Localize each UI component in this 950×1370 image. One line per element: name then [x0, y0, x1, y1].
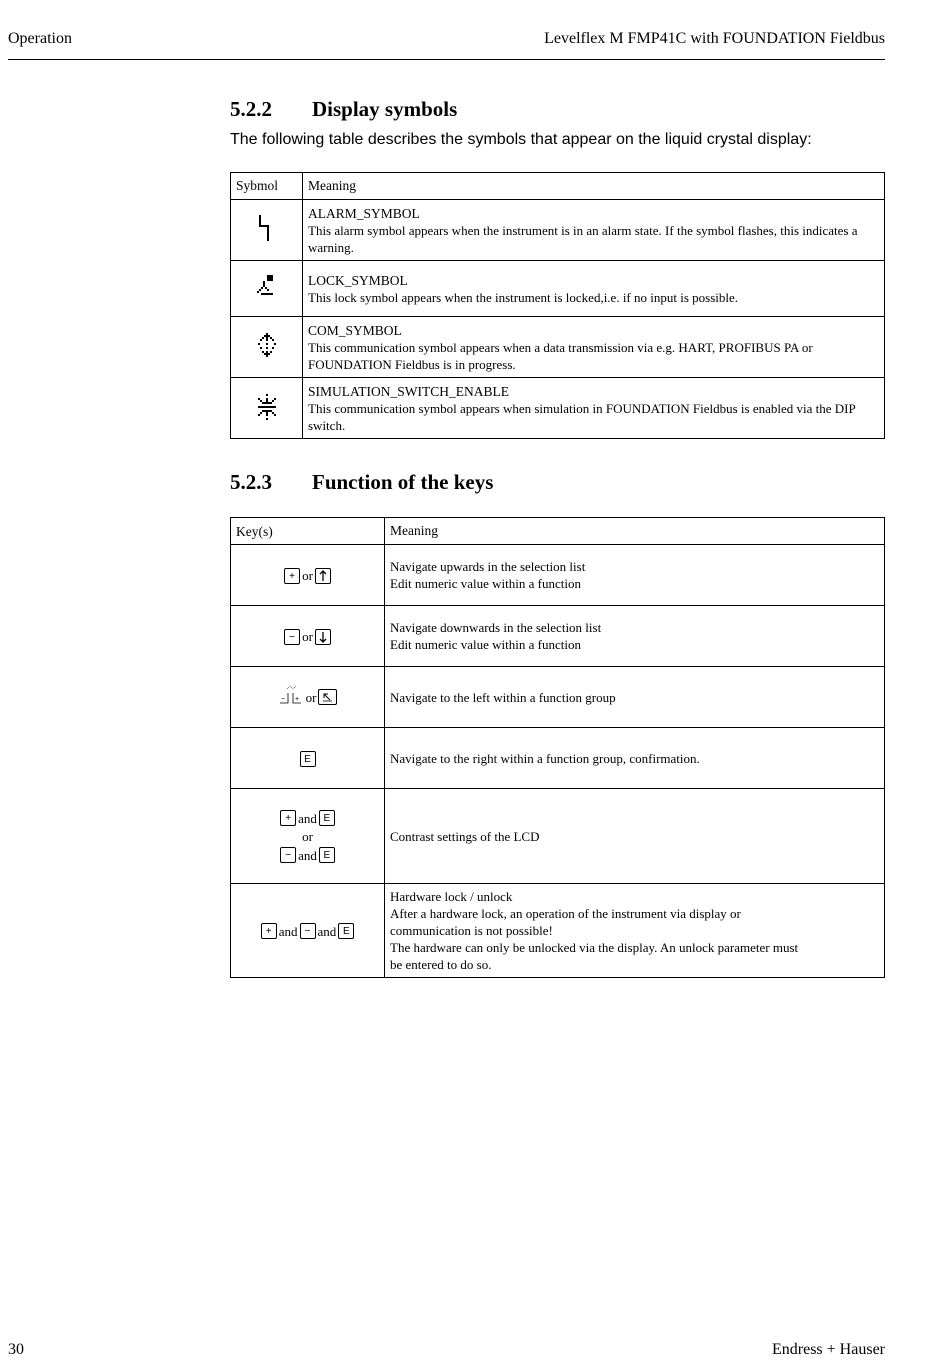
escape-key-icon [318, 689, 337, 705]
simulation-switch-icon [258, 394, 276, 422]
arrow-down-key-icon [315, 629, 331, 645]
table-header-row [231, 173, 885, 200]
minus-key-icon: − [280, 847, 296, 863]
e-key-icon: E [300, 751, 316, 767]
arrow-up-key-icon [315, 568, 331, 584]
symbol-meaning-cell [303, 378, 885, 439]
symbol-description: This lock symbol appears when the instrument is locked,i.e. if no input is possible. [308, 289, 739, 305]
symbol-meaning-cell [303, 200, 885, 261]
keys-cell [231, 545, 385, 606]
symbol-description: This alarm symbol appears when the instrument is in an alarm state. If the symbol flashes, this indicates a warning. [308, 222, 858, 255]
svg-text:+: + [294, 696, 299, 703]
table-row [231, 317, 885, 378]
symbol-cell [231, 200, 303, 261]
keys-cell [231, 667, 385, 728]
key-meaning-line: After a hardware lock, an operation of the instrument via display or [390, 906, 741, 921]
e-key-icon: E [319, 847, 335, 863]
symbol-cell [231, 317, 303, 378]
minus-key-icon: − [284, 629, 300, 645]
symbol-meaning-cell [303, 261, 885, 317]
table-row [231, 200, 885, 261]
page-number: 30 [8, 1341, 24, 1358]
keys-cell [231, 789, 385, 884]
table-row [231, 789, 885, 884]
key-meaning-line: Navigate upwards in the selection list [390, 559, 586, 574]
and-text: and [278, 923, 298, 939]
or-text: or [302, 629, 313, 645]
key-meaning-line: The hardware can only be unlocked via the display. An unlock parameter must [390, 940, 799, 955]
key-meaning-line: Navigate to the right within a function group, confirmation. [390, 750, 700, 766]
function-of-keys-table [230, 517, 885, 978]
plus-key-icon: + [284, 568, 300, 584]
display-symbols-table [230, 172, 885, 439]
table-header-row [231, 518, 885, 545]
and-text: and [317, 923, 337, 939]
col-header-meaning: Meaning [303, 173, 885, 200]
or-text: or [302, 829, 313, 845]
key-meaning-cell [385, 606, 885, 667]
minus-plus-simultaneous-icon [278, 685, 304, 709]
key-meaning-line: communication is not possible! [390, 923, 553, 938]
header-rule [8, 59, 885, 60]
section-heading-display-symbols: 5.2.2 Display symbols [230, 97, 458, 121]
svg-text:−: − [280, 696, 285, 703]
symbol-name: SIMULATION_SWITCH_ENABLE [308, 383, 509, 399]
plus-key-icon: + [280, 810, 296, 826]
col-header-symbol: Sybmol [231, 173, 303, 200]
key-meaning-line: Contrast settings of the LCD [390, 828, 540, 844]
or-text: or [305, 689, 317, 705]
or-text: or [302, 568, 313, 584]
table-row [231, 378, 885, 439]
col-header-keys: Key(s) [231, 518, 385, 545]
key-meaning-cell [385, 728, 885, 789]
symbol-description: This communication symbol appears when a data transmission via e.g. HART, PROFIBUS PA or FOUNDATION Fieldbus is in progress. [308, 339, 813, 372]
alarm-symbol-icon [259, 215, 275, 245]
header-document-title: Levelflex M FMP41C with FOUNDATION Fieldbus [544, 30, 885, 47]
plus-key-icon: + [261, 923, 277, 939]
key-meaning-line: Navigate to the left within a function group [390, 689, 616, 705]
key-meaning-cell [385, 667, 885, 728]
section-heading-function-of-keys: 5.2.3 Function of the keys [230, 470, 494, 494]
symbol-meaning-cell [303, 317, 885, 378]
minus-key-icon: − [300, 923, 316, 939]
header-section-title: Operation [8, 30, 72, 47]
key-meaning-cell [385, 884, 885, 978]
table-row [231, 606, 885, 667]
key-meaning-cell [385, 789, 885, 884]
key-meaning-line: Hardware lock / unlock [390, 889, 513, 904]
table-row [231, 261, 885, 317]
and-text: and [298, 847, 317, 863]
com-symbol-icon [258, 333, 276, 361]
e-key-icon: E [319, 810, 335, 826]
keys-cell [231, 884, 385, 978]
col-header-meaning: Meaning [385, 518, 885, 545]
table-row [231, 884, 885, 978]
key-meaning-line: Navigate downwards in the selection list [390, 620, 602, 635]
table-row [231, 545, 885, 606]
key-meaning-line: Edit numeric value within a function [390, 637, 581, 652]
symbol-cell [231, 378, 303, 439]
section-intro: The following table describes the symbols that appear on the liquid crystal display: [230, 131, 812, 148]
lock-symbol-icon [257, 275, 277, 303]
keys-cell [231, 728, 385, 789]
table-row [231, 728, 885, 789]
symbol-name: COM_SYMBOL [308, 322, 402, 338]
symbol-cell [231, 261, 303, 317]
table-row [231, 667, 885, 728]
key-meaning-line: be entered to do so. [390, 957, 492, 972]
e-key-icon: E [338, 923, 354, 939]
and-text: and [298, 810, 317, 826]
symbol-description: This communication symbol appears when simulation in FOUNDATION Fieldbus is enabled via the DIP switch. [308, 400, 856, 433]
footer-brand: Endress + Hauser [772, 1341, 885, 1358]
keys-cell [231, 606, 385, 667]
key-meaning-cell [385, 545, 885, 606]
key-meaning-line: Edit numeric value within a function [390, 576, 581, 591]
symbol-name: LOCK_SYMBOL [308, 272, 408, 288]
symbol-name: ALARM_SYMBOL [308, 205, 420, 221]
